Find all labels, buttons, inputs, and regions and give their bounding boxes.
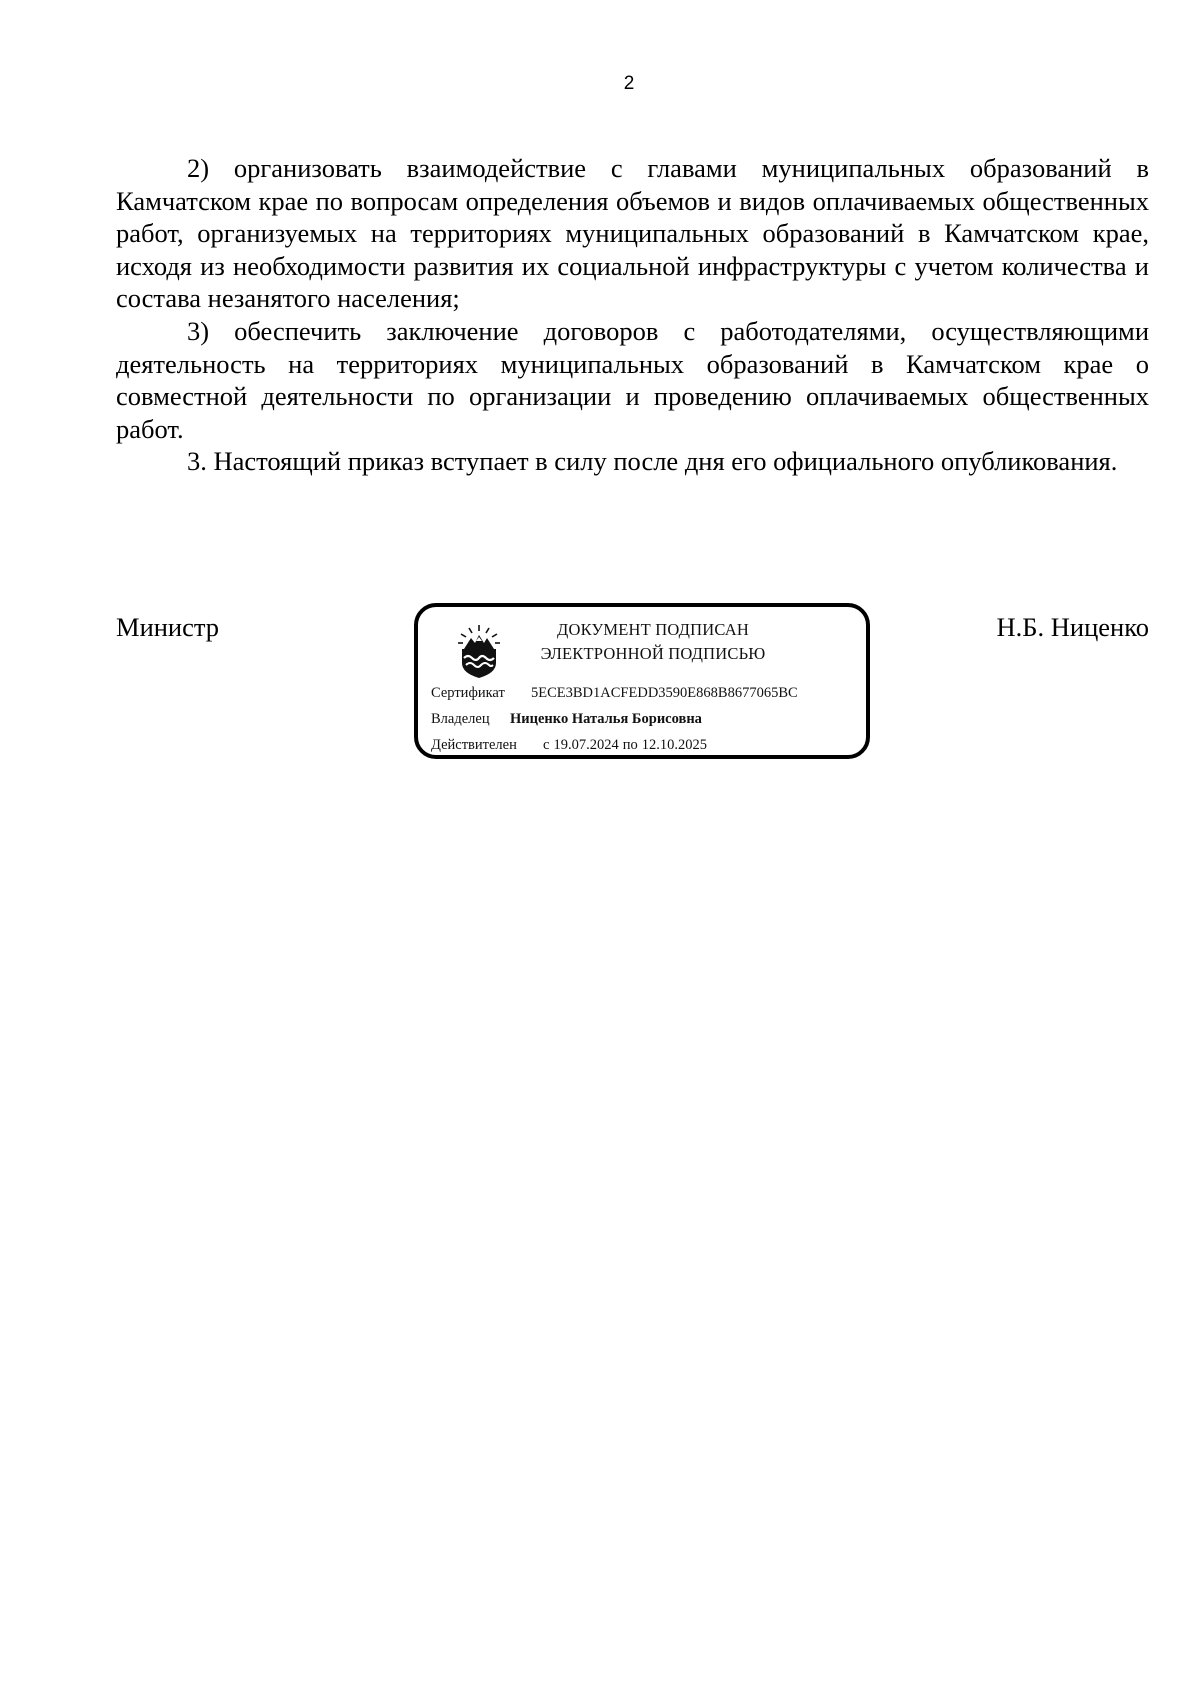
paragraph-item-3: 3) обеспечить заключение договоров с работодателями, осуществляющими деятельность на территориях муниципальных образований в Камчатском крае о совместной деятельности по организации и проведению оплачиваемых общественных работ. — [116, 315, 1149, 444]
owner-label: Владелец — [431, 711, 490, 727]
electronic-signature-stamp — [414, 603, 870, 759]
certificate-label: Сертификат — [431, 685, 505, 701]
valid-from-date: 19.07.2024 — [553, 737, 619, 753]
stamp-validity-row — [431, 736, 707, 754]
stamp-heading — [518, 618, 788, 666]
stamp-owner-row — [431, 710, 702, 728]
valid-to-date: 12.10.2025 — [641, 737, 707, 753]
page-number: 2 — [623, 73, 635, 94]
validity-label: Действителен — [431, 737, 517, 753]
stamp-certificate-row — [431, 684, 798, 702]
paragraph-point-3: 3. Настоящий приказ вступает в силу после дня его официального опубликования. — [187, 446, 1118, 477]
signer-name: Н.Б. Ниценко — [996, 612, 1149, 642]
document-body — [116, 152, 1149, 478]
valid-from-prefix: с — [543, 737, 550, 753]
signer-position: Министр — [116, 612, 220, 642]
stamp-heading-line-2: ЭЛЕКТРОННОЙ ПОДПИСЬЮ — [540, 644, 766, 663]
valid-to-prefix: по — [622, 737, 638, 753]
certificate-value: 5ECE3BD1ACFEDD3590E868B8677065BC — [531, 685, 798, 701]
stamp-heading-line-1: ДОКУМЕНТ ПОДПИСАН — [557, 620, 749, 639]
paragraph-item-2: 2) организовать взаимодействие с главами муниципальных образований в Камчатском крае по вопросам определения объемов и видов оплачиваемых общественных работ, организуемых на территориях муниципальных образований в Камчатском крае, исходя из необходимости развития их социальной инфраструктуры с учетом количества и состава незанятого населения; — [116, 153, 1149, 314]
owner-value: Ниценко Наталья Борисовна — [510, 711, 702, 727]
kamchatka-coat-of-arms-icon — [454, 623, 504, 679]
